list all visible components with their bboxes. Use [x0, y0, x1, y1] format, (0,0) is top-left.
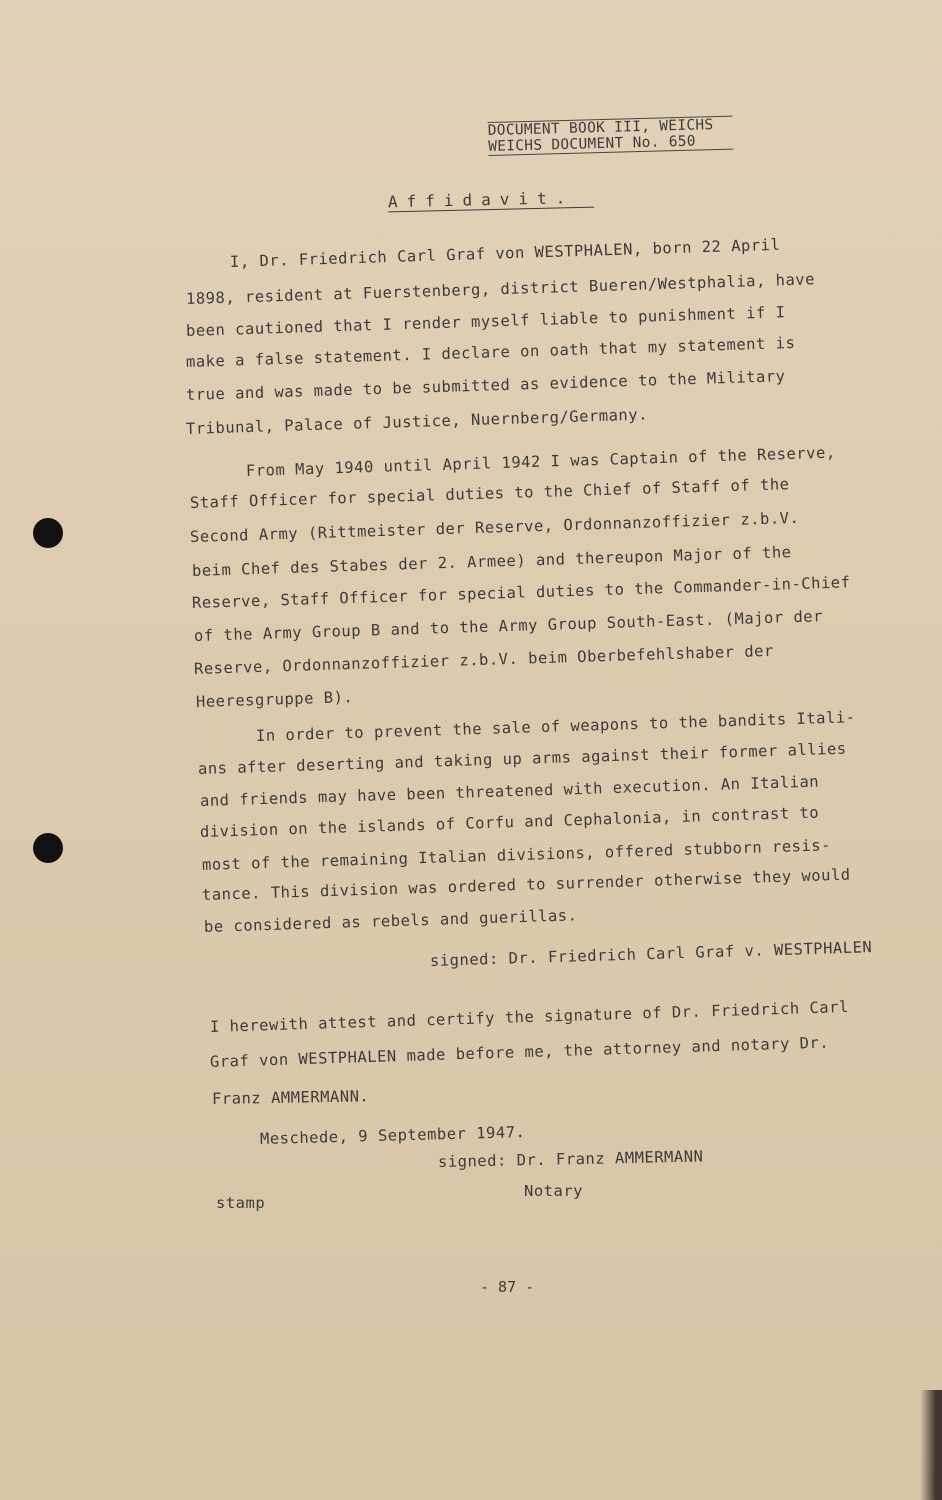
paragraph-2-line: Reserve, Ordonnanzoffizier z.b.V. beim Oberbefehlshaber der: [193, 641, 775, 678]
attestation-line: I herewith attest and certify the signature of Dr. Friedrich Carl: [209, 997, 850, 1036]
punch-hole-bottom: [33, 833, 63, 863]
paragraph-3-line: and friends may have been threatened with execution. An Italian: [199, 772, 820, 810]
paragraph-3-line: tance. This division was ordered to surrender otherwise they would: [201, 865, 851, 904]
punch-hole-top: [33, 518, 63, 548]
paragraph-2-line: Staff Officer for special duties to the Chief of Staff of the: [189, 475, 790, 512]
paragraph-2-line: beim Chef des Stabes der 2. Armee) and thereupon Major of the: [191, 543, 792, 580]
paragraph-1-line: 1898, resident at Fuerstenberg, district Bueren/Westphalia, have: [185, 270, 816, 308]
paragraph-2-line: From May 1940 until April 1942 I was Captain of the Reserve,: [245, 443, 836, 480]
paragraph-1-line: make a false statement. I declare on oath that my statement is: [185, 333, 796, 371]
paragraph-3-line: ans after deserting and taking up arms against their former allies: [197, 739, 847, 778]
page-edge-shadow: [920, 1390, 942, 1500]
place-date: Meschede, 9 September 1947.: [259, 1123, 526, 1148]
paragraph-2-line: of the Army Group B and to the Army Group South-East. (Major der: [193, 607, 824, 645]
attestation-line: Graf von WESTPHALEN made before me, the attorney and notary Dr.: [209, 1033, 830, 1071]
paragraph-2-line: Heeresgruppe B).: [195, 688, 354, 711]
attestation-line: Franz AMMERMANN.: [211, 1087, 370, 1108]
paragraph-3-line: In order to prevent the sale of weapons to the bandits Itali-: [255, 708, 856, 745]
paragraph-1-line: been cautioned that I render myself liable to punishment if I: [185, 303, 786, 340]
paragraph-3-line: division on the islands of Corfu and Cephalonia, in contrast to: [199, 803, 820, 841]
page-number: - 87 -: [480, 1278, 535, 1296]
paragraph-2-line: Second Army (Rittmeister der Reserve, Ordonnanzoffizier z.b.V.: [189, 508, 800, 546]
notary-label: Notary: [524, 1182, 583, 1200]
paragraph-3-line: be considered as rebels and guerillas.: [203, 906, 578, 936]
affiant-signature: signed: Dr. Friedrich Carl Graf v. WESTPHALEN: [429, 938, 873, 970]
document-reference-line-1: DOCUMENT BOOK III, WEICHS: [487, 117, 714, 139]
paragraph-3-line: most of the remaining Italian divisions, offered stubborn resis-: [201, 836, 832, 874]
document-reference: [488, 116, 734, 156]
paragraph-2-line: Reserve, Staff Officer for special duties to the Commander-in-Chief: [191, 573, 851, 612]
notary-signature: signed: Dr. Franz AMMERMANN: [437, 1147, 704, 1171]
paragraph-1-line: Tribunal, Palace of Justice, Nuernberg/Germany.: [185, 405, 649, 438]
document-reference-line-2: WEICHS DOCUMENT No. 650: [488, 133, 697, 155]
page-title: Affidavit.: [388, 188, 595, 213]
paragraph-1-line: I, Dr. Friedrich Carl Graf von WESTPHALEN, born 22 April: [229, 235, 781, 271]
paragraph-1-line: true and was made to be submitted as evidence to the Military: [185, 367, 786, 404]
stamp-label: stamp: [216, 1194, 266, 1212]
